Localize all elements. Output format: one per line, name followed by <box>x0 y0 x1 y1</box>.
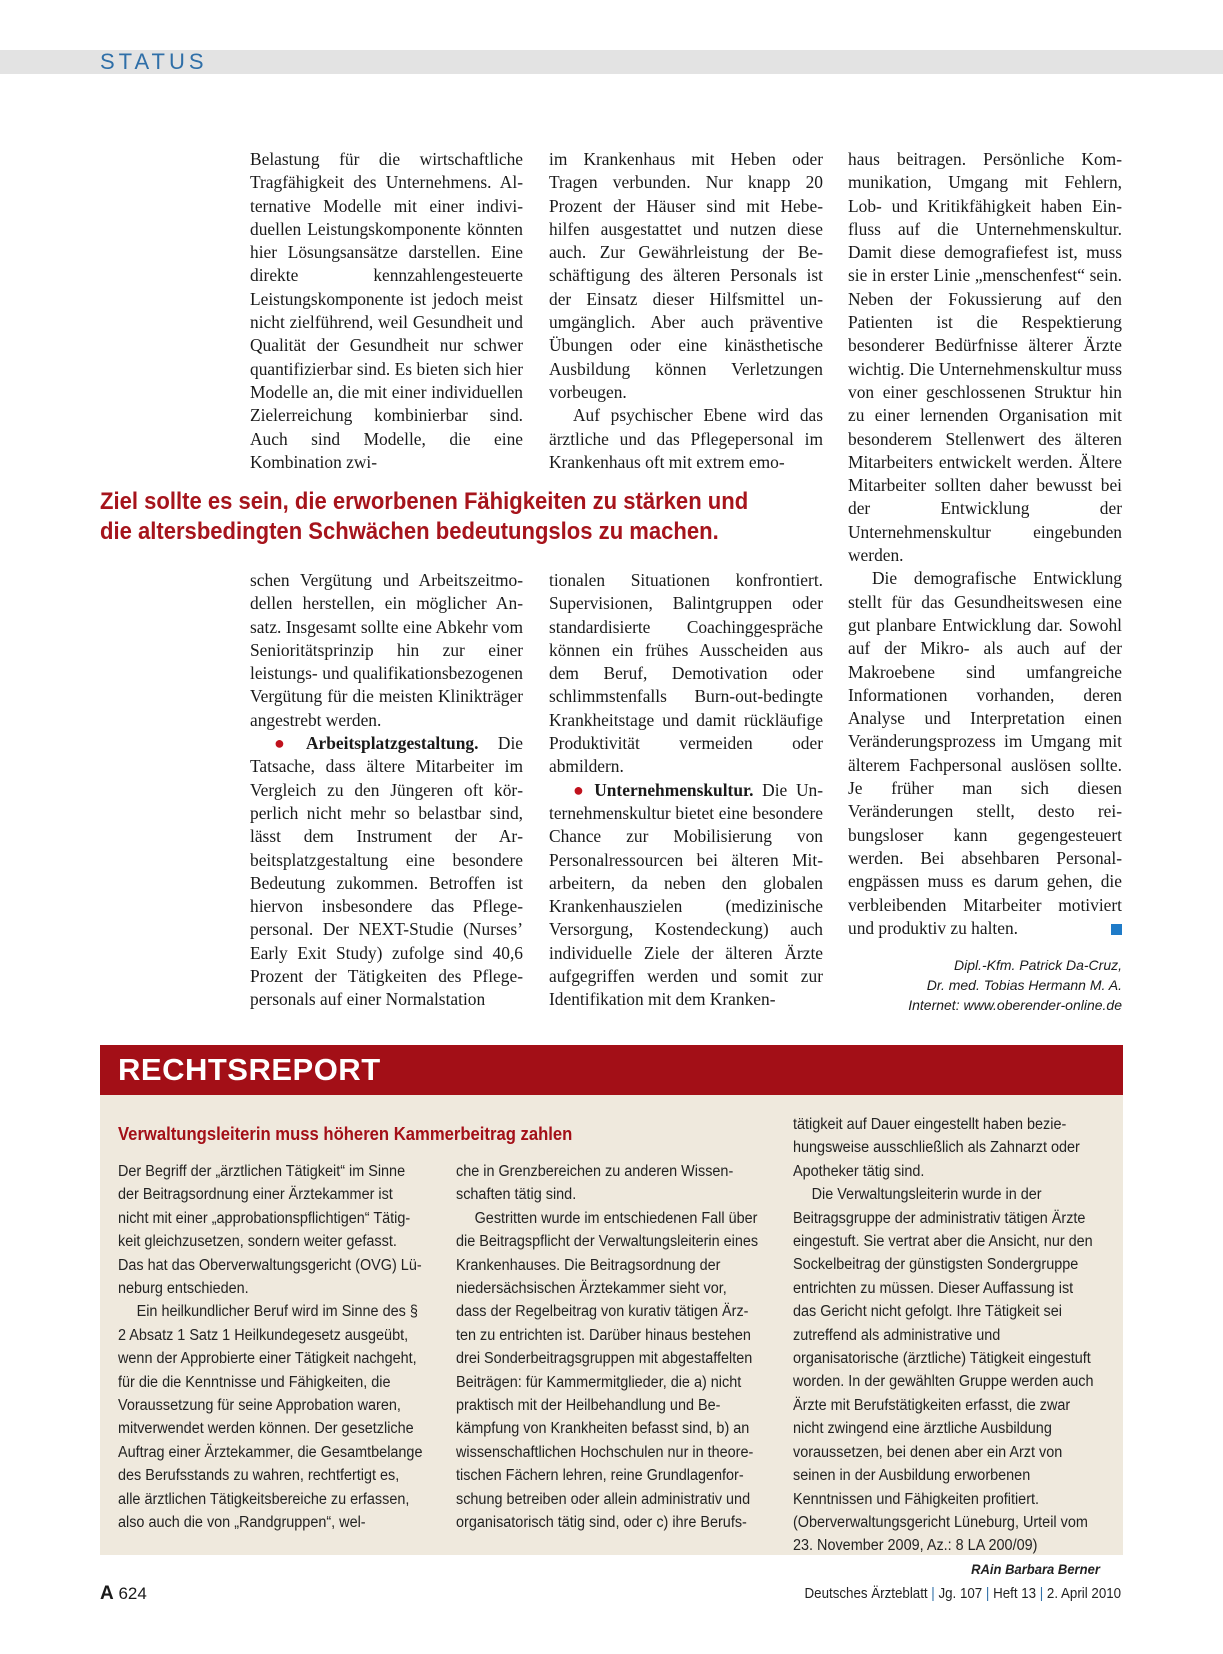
article-col3 <box>848 148 1122 940</box>
pull-quote: Ziel sollte es sein, die erworbenen Fähigkeiten zu stärken und die altersbedingten Schwächen bedeutungslos zu machen. <box>100 488 749 545</box>
rechtsreport-title: RECHTSREPORT <box>118 1052 381 1087</box>
journal-date: 2. April 2010 <box>1046 1586 1121 1602</box>
paragraph: che in Grenzbereichen zu anderen Wissenschaften tätig sind. <box>456 1163 734 1204</box>
article-authors <box>848 955 1122 1015</box>
paragraph: schen Vergütung und Arbeitszeitmodellen herstellen, ein möglicher Ansatz. Insgesamt sollte eine Abkehr vom Senioritätsprinzip hin zur einer leistungs- und qualifikationsbezogenen Vergütung für die meisten Klinikträger angestrebt werden. <box>250 570 523 730</box>
journal-name: Deutsches Ärzteblatt <box>804 1586 928 1602</box>
paragraph: Der Begriff der „ärztlichen Tätigkeit“ im Sinne der Beitragsordnung einer Ärztekammer ist nicht mit einer „approbationspflichtigen“ Tätigkeit gleichzusetzen, sondern weiter gefasst. Das hat das Oberverwaltungsgericht (OVG) Lüneburg entschieden. <box>118 1163 422 1298</box>
end-mark-icon <box>1111 924 1122 935</box>
article-col1-bottom <box>250 569 523 1012</box>
bullet-paragraph <box>250 732 523 1012</box>
bullet-paragraph <box>549 779 823 1012</box>
bullet-text: Die Unternehmenskultur bietet eine besondere Chance zur Mobilisierung von Personalressourcen bei älteren Mitarbeitern, da neben den globalen Krankenhauszielen (medizinische Versorgung, Kostendeckung) auch individuelle Ziele der älteren Ärzte aufgegriffen werden und somit zur Identifikation mit dem Kranken- <box>549 779 823 1010</box>
article-col2-bottom <box>549 569 823 1012</box>
bullet-title: Arbeitsplatzgestaltung. <box>305 733 479 754</box>
rechtsreport-col1 <box>118 1160 423 1535</box>
bullet-dot-icon: ● <box>573 779 589 800</box>
article-col1-top <box>250 148 523 474</box>
rechtsreport-subtitle: Verwaltungsleiterin muss höheren Kammerbeitrag zahlen <box>118 1123 573 1144</box>
paragraph: Auf psychischer Ebene wird das ärztliche und das Pflegepersonal im Krankenhaus oft mit extrem emo- <box>549 405 823 472</box>
author-website: Internet: www.oberender-online.de <box>908 997 1122 1013</box>
paragraph <box>848 567 1122 940</box>
paragraph: Ein heilkundlicher Beruf wird im Sinne des § 2 Absatz 1 Satz 1 Heilkundegesetz ausgeübt, wenn der Approbierte einer Tätigkeit nachgeht, für die die Kenntnisse und Fähigkeiten, die Voraussetzung für seine Approbation waren, mitverwendet werden können. Der gesetzliche Auftrag einer Ärztekammer, die Gesamtbelange des Berufsstands zu wahren, rechtfertigt es, alle ärztlichen Tätigkeitsbereiche zu erfassen, also auch die von „Randgruppen“, wel- <box>118 1303 423 1532</box>
section-label: STATUS <box>100 49 208 74</box>
bullet-text: Die Tatsache, dass ältere Mitarbeiter im Vergleich zu den Jüngeren oft körperlich nicht mehr so belastbar sind, lässt dem Instrument der Arbeitsplatzgestaltung eine besondere Bedeutung zukommen. Betroffen ist hiervon insbesondere das Pflegepersonal. Der NEXT-Studie (Nurses’ Early Exit Study) zufolge sind 40,6 Prozent der Tätigkeiten des Pflegepersonals auf einer Normalstation <box>250 733 523 1010</box>
paragraph: tätigkeit auf Dauer eingestellt haben beziehungsweise ausschließlich als Zahnarzt oder Apotheker tätig sind. <box>793 1116 1080 1180</box>
paragraph: Gestritten wurde im entschiedenen Fall über die Beitragspflicht der Verwaltungsleiterin eines Krankenhauses. Die Beitragsordnung der niedersächsischen Ärztekammer sieht vor, dass der Regelbeitrag von kurativ tätigen Ärzten zu entrichten ist. Darüber hinaus bestehen drei Sonderbeitragsgruppen mit abgestaffelten Beiträgen: für Kammermitglieder, die a) nicht praktisch mit der Heilbehandlung und Bekämpfung von Krankheiten befasst sind, b) an wissenschaftlichen Hochschulen nur in theoretischen Fächern lehren, reine Grundlagenforschung betreiben oder allein administrativ und organisatorisch tätig sind, oder c) ihre Berufs- <box>456 1209 759 1532</box>
bullet-title: Unternehmenskultur. <box>594 779 754 800</box>
paragraph-text: Die demografische Entwicklung stellt für das Gesundheitswesen eine gut planbare Entwicklung dar. Sowohl auf der Mikro- als auch auf der Makroebene sind umfangreiche Informationen vorhanden, deren Analyse und Interpretation einen Veränderungsprozess im Umgang mit älterem Fachpersonal auslösen sollte. Je früher man sich diesen Veränderungen stellt, desto reibungsloser kann gegengesteuert werden. Bei absehbaren Personalengpässen muss es darum gehen, die verbleibenden Mitarbeiter motiviert und produktiv zu halten. <box>848 568 1122 938</box>
paragraph: im Krankenhaus mit Heben oder Tragen verbunden. Nur knapp 20 Prozent der Häuser sind mit Hebehilfen ausgestattet und nutzen diese auch. Zur Gewährleistung der Beschäftigung des älteren Personals ist der Einsatz dieser Hilfsmittel unumgänglich. Aber auch präventive Übungen oder eine kinästhetische Ausbildung können Verletzungen vorbeugen. <box>549 149 823 402</box>
rechtsreport-author: RAin Barbara Berner <box>971 1560 1100 1577</box>
paragraph-text: Die Verwaltungsleiterin wurde in der Beitragsgruppe der administrativ tätigen Ärzte eingestuft. Sie vertrat aber die Ansicht, nur den Sockelbeitrag der günstigsten Sondergruppe entrichten zu müssen. Dieser Auffassung ist das Gericht nicht gefolgt. Ihre Tätigkeit sei zutreffend als administrative und organisatorische (ärztliche) Tätigkeit eingestuft worden. In der gewählten Gruppe werden auch Ärzte mit Berufstätigkeiten erfasst, die zwar nicht zwingend eine ärztliche Ausbildung voraussetzen, bei denen aber ein Arzt von seinen in der Ausbildung erworbenen Kenntnissen und Fähigkeiten profitiert. (Oberverwaltungsgericht Lüneburg, Urteil vom 23. November 2009, Az.: 8 LA 200/09) <box>793 1186 1094 1555</box>
page-number <box>100 1583 147 1605</box>
article-col2-top <box>549 148 823 474</box>
page-prefix: A <box>100 1583 114 1604</box>
rechtsreport-col3 <box>793 1113 1100 1581</box>
journal-volume: Jg. 107 <box>938 1586 983 1602</box>
separator: | <box>985 1586 990 1602</box>
journal-issue: Heft 13 <box>992 1586 1036 1602</box>
paragraph <box>793 1183 1100 1577</box>
paragraph: tionalen Situationen konfrontiert. Supervisionen, Balintgruppen oder standardisierte Coachinggespräche können ein frühes Ausscheiden aus dem Beruf, Demotivation oder schlimmstenfalls Burn-out-bedingte Krankheitstage und damit rückläufige Produktivität vermeiden oder abmildern. <box>549 570 823 777</box>
paragraph: haus beitragen. Persönliche Kommunikation, Umgang mit Fehlern, Lob- und Kritikfähigkeit haben Einfluss auf die Unternehmenskultur. Damit diese demografiefest ist, muss sie in erster Linie „menschenfest“ sein. Neben der Fokussierung auf den Patienten ist die Respektierung besonderer Bedürfnisse älterer Ärzte wichtig. Die Unternehmenskultur muss von einer geschlossenen Struktur hin zu einer lernenden Organisation mit besonderem Stellenwert des älteren Mitarbeiters entwickelt werden. Ältere Mitarbeiter sollten daher bewusst bei der Entwicklung der Unternehmenskultur eingebunden werden. <box>848 149 1122 566</box>
separator: | <box>931 1586 935 1602</box>
journal-info <box>804 1586 1121 1602</box>
paragraph: Belastung für die wirtschaftliche Tragfähigkeit des Unternehmens. Alternative Modelle mit einer individuellen Leistungskomponente könnten hier Lösungsansätze darstellen. Eine direkte kennzahlengesteuerte Leistungskomponente ist jedoch meist nicht zielführend, weil Gesundheit und Qualität der Gesundheit nur schwer quantifizierbar sind. Es bieten sich hier Modelle an, die mit einer individuellen Zielerreichung kombinierbar sind. Auch sind Modelle, die eine Kombination zwi- <box>250 149 523 472</box>
page-number-value: 624 <box>118 1584 147 1603</box>
author-line: Dipl.-Kfm. Patrick Da-Cruz, <box>953 957 1122 973</box>
rechtsreport-col2 <box>456 1160 761 1535</box>
author-line: Dr. med. Tobias Hermann M. A. <box>926 977 1122 993</box>
bullet-dot-icon: ● <box>274 733 300 754</box>
separator: | <box>1039 1586 1044 1602</box>
